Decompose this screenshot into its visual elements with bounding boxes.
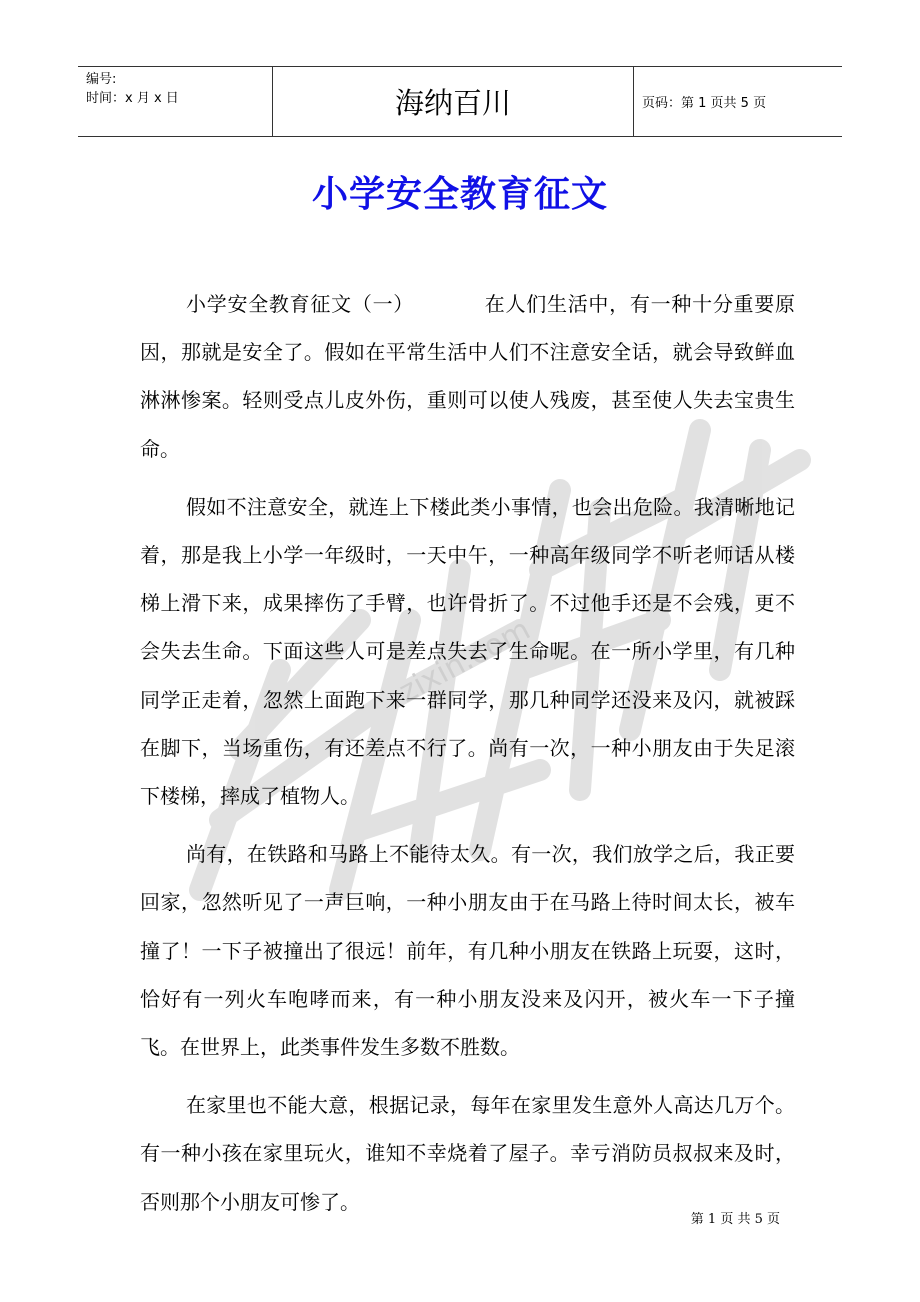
- document-title: 小学安全教育征文: [311, 173, 608, 215]
- page-footer: 第 1 页 共 5 页: [690, 1212, 780, 1227]
- paragraph-3: 尚有，在铁路和马路上不能待太久。有一次，我们放学之后，我正要回家，忽然听见了一声巨响，一种小朋友由于在马路上待时间太长，被车撞了！一下子被撞出了很远！前年，有几种小朋友在铁路上玩耍，这时，恰好有一列火车咆哮而来，有一种小朋友没来及闪开，被火车一下子撞飞。在世界上，此类事件发生多数不胜数。: [140, 842, 795, 1060]
- paragraph-1-text: 在人们生活中，有一种十分重要原因，那就是安全了。假如在平常生活中人们不注意安全话，就会导致鲜血淋淋惨案。轻则受点儿皮外伤，重则可以使人残废，甚至使人失去宝贵生命。: [140, 292, 796, 461]
- section-heading: 小学安全教育征文（一）: [186, 292, 415, 316]
- time-label: 时间：x 月 x 日: [86, 91, 179, 106]
- document-header: [78, 66, 842, 137]
- document-body: [140, 280, 795, 1236]
- watermark-text: zixin.com: [393, 611, 537, 710]
- company-name: 海纳百川: [273, 67, 634, 136]
- number-label: 编号:: [86, 72, 117, 87]
- page-indicator: 页码：第 1 页共 5 页: [642, 96, 767, 111]
- paragraph-2: 假如不注意安全，就连上下楼此类小事情，也会出危险。我清晰地记着，那是我上小学一年级时，一天中午，一种高年级同学不听老师话从楼梯上滑下来，成果摔伤了手臂，也许骨折了。不过他手还是不会残，更不会失去生命。下面这些人可是差点失去了生命呢。在一所小学里，有几种同学正走着，忽然上面跑下来一群同学，那几种同学还没来及闪，就被踩在脚下，当场重伤，有还差点不行了。尚有一次，一种小朋友由于失足滚下楼梯，摔成了植物人。: [140, 494, 795, 809]
- header-meta: [78, 67, 273, 136]
- paragraph-4: 在家里也不能大意，根据记录，每年在家里发生意外人高达几万个。有一种小孩在家里玩火，谁知不幸烧着了屋子。幸亏消防员叔叔来及时，否则那个小朋友可惨了。: [140, 1093, 795, 1214]
- paragraph-1: [140, 280, 795, 473]
